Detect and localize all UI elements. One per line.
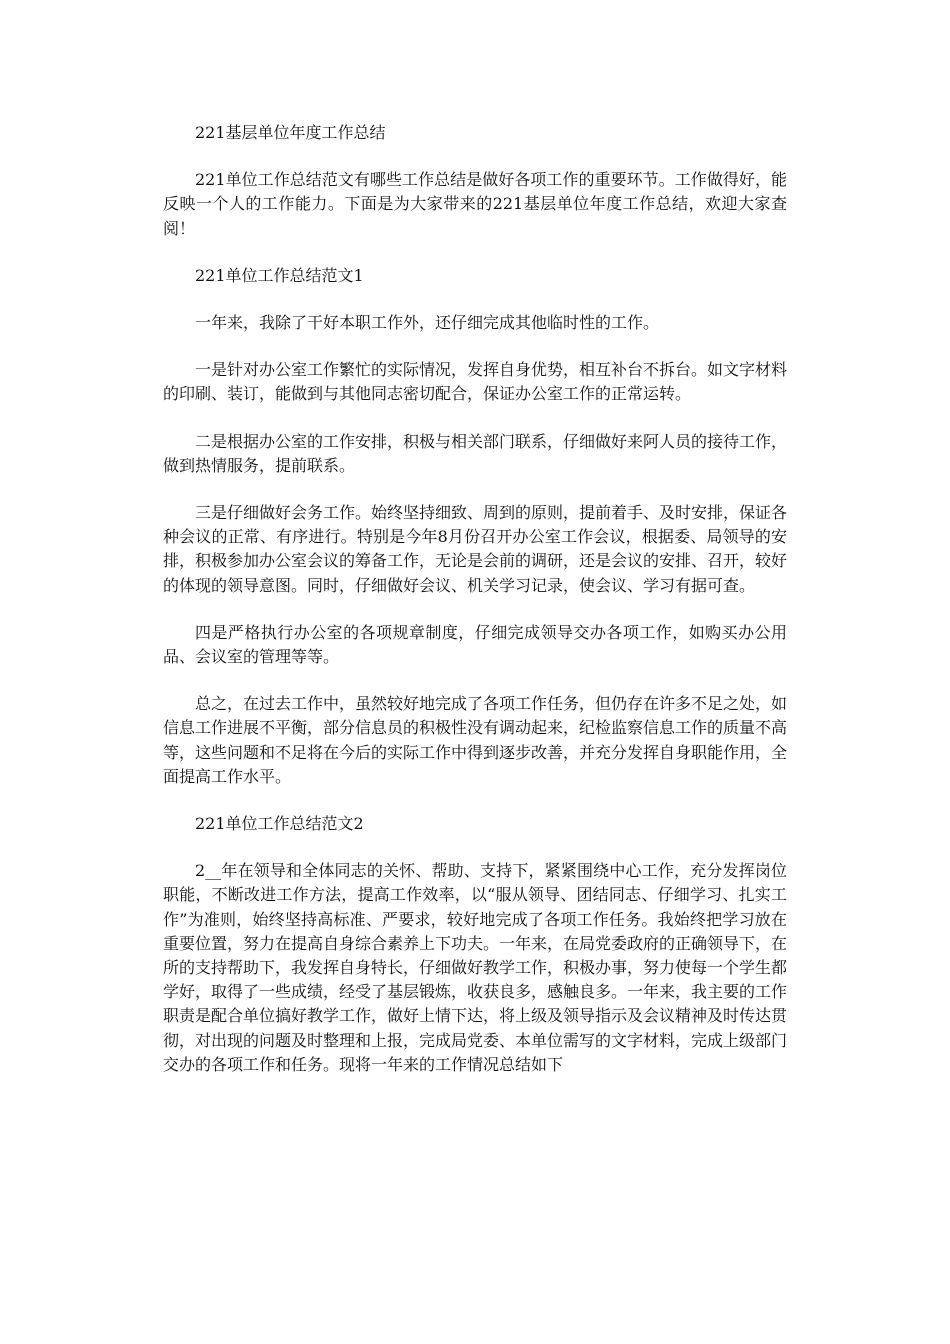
intro-paragraph: 221单位工作总结范文有哪些工作总结是做好各项工作的重要环节。工作做得好，能反映一个人的工作能力。下面是为大家带来的221基层单位年度工作总结，欢迎大家查阅！ — [163, 170, 787, 238]
paragraph: 总之，在过去工作中，虽然较好地完成了各项工作任务，但仍存在许多不足之处，如信息工作进展不平衡，部分信息员的积极性没有调动起来，纪检监察信息工作的质量不高等，这些问题和不足将在今后的实际工作中得到逐步改善，并充分发挥自身职能作用，全面提高工作水平。 — [163, 694, 788, 786]
document-body — [163, 121, 787, 1100]
paragraph: 三是仔细做好会务工作。始终坚持细致、周到的原则，提前着手、及时安排，保证各种会议的正常、有序进行。特别是今年8月份召开办公室工作会议，根据委、局领导的安排，积极参加办公室会议的筹备工作，无论是会前的调研，还是会议的安排、召开，较好的体现的领导意图。同时，仔细做好会议、机关学习记录，使会议、学习有据可查。 — [163, 503, 788, 595]
paragraph: 二是根据办公室的工作安排，积极与相关部门联系，仔细做好来阿人员的接待工作，做到热情服务，提前联系。 — [163, 431, 788, 475]
paragraph: 一是针对办公室工作繁忙的实际情况，发挥自身优势，相互补台不拆台。如文字材料的印刷、装订，能做到与其他同志密切配合，保证办公室工作的正常运转。 — [163, 360, 788, 404]
document-title: 221基层单位年度工作总结 — [195, 123, 386, 142]
paragraph: 一年来，我除了干好本职工作外，还仔细完成其他临时性的工作。 — [195, 313, 660, 333]
paragraph: 2__年在领导和全体同志的关怀、帮助、支持下，紧紧围绕中心工作，充分发挥岗位职能，不断改进工作方法，提高工作效率，以“服从领导、团结同志、仔细学习、扎实工作”为准则，始终坚持高标准、严要求，较好地完成了各项工作任务。我始终把学习放在重要位置，努力在提高自身综合素养上下功夫。一年来，在局党委政府的正确领导下，在所的支持帮助下，我发挥自身特长，仔细做好教学工作，积极办事，努力使每一个学生都学好，取得了一些成绩，经受了基层锻炼，收获良多，感触良多。一年来，我主要的工作职责是配合单位搞好教学工作，做好上情下达，将上级及领导指示及会议精神及时传达贯彻，对出现的问题及时整理和上报，完成局党委、本单位需写的文字材料，完成上级部门交办的各项工作和任务。现将一年来的工作情况总结如下 — [163, 861, 788, 1074]
section1-heading: 221单位工作总结范文1 — [195, 265, 364, 285]
paragraph: 四是严格执行办公室的各项规章制度，仔细完成领导交办各项工作，如购买办公用品、会议室的管理等等。 — [163, 622, 787, 667]
section2-heading: 221单位工作总结范文2 — [195, 814, 364, 834]
